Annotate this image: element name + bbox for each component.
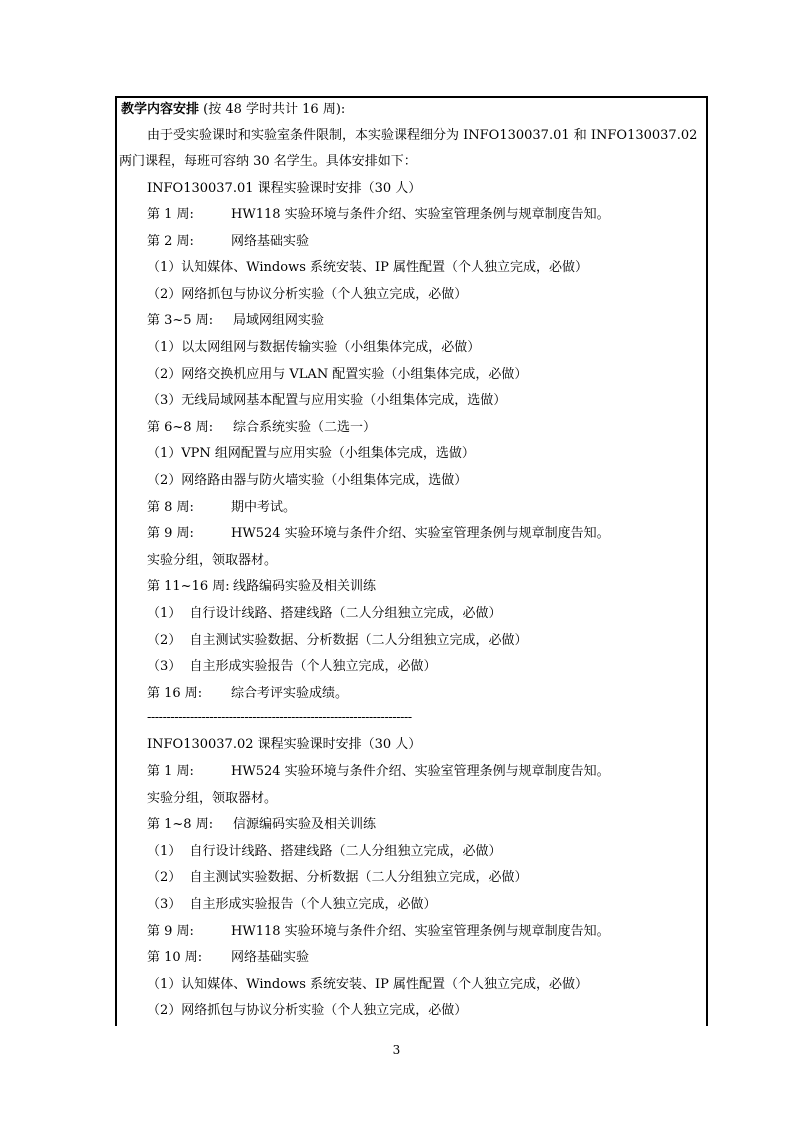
course2-item-text: 网络基础实验 — [231, 950, 310, 966]
section-title — [121, 102, 345, 118]
course1-row — [147, 659, 437, 675]
course1-row — [147, 473, 467, 489]
course1-item-text: HW524 实验环境与条件介绍、实验室管理条例与规章制度告知。 — [231, 526, 610, 542]
course1-row — [147, 313, 324, 329]
course1-heading: INFO130037.01 课程实验课时安排（30 人） — [147, 181, 422, 196]
course1-item-text: 线路编码实验及相关训练 — [233, 579, 377, 595]
course1-item-text: （2）网络交换机应用与 VLAN 配置实验（小组集体完成，必做） — [147, 366, 528, 382]
course2-item-text: （3） 自主形成实验报告（个人独立完成，必做） — [147, 897, 437, 912]
course1-row — [147, 526, 610, 542]
intro-line-1: 由于受实验课时和实验室条件限制，本实验课程细分为 INFO130037.01 和 INFO130037.02 — [147, 128, 698, 143]
course2-week-label: 第 1 周: — [147, 764, 194, 779]
course1-item-text: （1） 自行设计线路、搭建线路（二人分组独立完成，必做） — [147, 606, 502, 621]
course1-item-text: （2）网络路由器与防火墙实验（小组集体完成，选做） — [147, 473, 468, 488]
course2-row — [147, 791, 277, 807]
course1-row — [147, 393, 506, 409]
course2-heading: INFO130037.02 课程实验课时安排（30 人） — [147, 737, 422, 752]
course2-row — [147, 764, 610, 780]
course1-item-text: HW118 实验环境与条件介绍、实验室管理条例与规章制度告知。 — [231, 207, 610, 222]
course2-item-text: 信源编码实验及相关训练 — [233, 817, 377, 833]
course1-row — [147, 207, 610, 223]
page-number: 3 — [392, 1043, 401, 1057]
course2-week-label: 第 10 周: — [147, 950, 203, 966]
course2-item-text: 实验分组，领取器材。 — [147, 790, 278, 806]
section-separator: -------------------------------------------------------------------- — [147, 710, 412, 725]
course1-row — [147, 420, 376, 436]
course1-week-label: 第 2 周: — [147, 233, 194, 249]
course1-row — [147, 446, 475, 462]
course1-item-text: （2）网络抓包与协议分析实验（个人独立完成，必做） — [147, 286, 468, 302]
course1-row — [147, 500, 296, 516]
course1-week-label: 第 9 周: — [147, 526, 194, 542]
course2-row — [147, 870, 528, 886]
course1-item-text: 实验分组，领取器材。 — [147, 552, 278, 568]
course2-item-text: （1）认知媒体、Windows 系统安装、IP 属性配置（个人独立完成，必做） — [147, 976, 589, 992]
course1-week-label: 第 11~16 周: — [147, 579, 230, 595]
course2-week-label: 第 9 周: — [147, 923, 194, 939]
course1-row — [147, 340, 480, 356]
course1-row — [147, 260, 588, 276]
course1-week-label: 第 1 周: — [147, 207, 194, 222]
course1-row — [147, 287, 467, 303]
course1-row — [147, 553, 277, 569]
course2-item-text: （1） 自行设计线路、搭建线路（二人分组独立完成，必做） — [147, 843, 502, 859]
course2-row — [147, 977, 588, 993]
course2-item-text: HW118 实验环境与条件介绍、实验室管理条例与规章制度告知。 — [231, 923, 610, 939]
course2-row — [147, 817, 376, 833]
course1-week-label: 第 16 周: — [147, 685, 203, 701]
course1-item-text: 局域网组网实验 — [233, 313, 325, 329]
course2-item-text: HW524 实验环境与条件介绍、实验室管理条例与规章制度告知。 — [231, 764, 610, 779]
course2-row — [147, 924, 610, 940]
course1-item-text: 网络基础实验 — [231, 233, 310, 249]
course1-row — [147, 234, 309, 250]
course2-row — [147, 950, 309, 966]
course2-item-text: （2） 自主测试实验数据、分析数据（二人分组独立完成，必做） — [147, 870, 528, 886]
course1-item-text: （3）无线局域网基本配置与应用实验（小组集体完成，选做） — [147, 393, 507, 409]
course1-row — [147, 367, 527, 383]
course1-item-text: （1）认知媒体、Windows 系统安装、IP 属性配置（个人独立完成，必做） — [147, 260, 589, 276]
course2-week-label: 第 1~8 周: — [147, 817, 214, 833]
course1-week-label: 第 6~8 周: — [147, 419, 214, 435]
course1-week-label: 第 8 周: — [147, 499, 194, 515]
section-title-bold: 教学内容安排 — [121, 102, 200, 117]
intro-line-2: 两门课程，每班可容纳 30 名学生。具体安排如下： — [119, 154, 417, 169]
course1-row — [147, 633, 528, 649]
course2-row — [147, 1003, 467, 1019]
course1-row — [147, 686, 348, 702]
course2-row — [147, 897, 437, 913]
course2-item-text: （2）网络抓包与协议分析实验（个人独立完成，必做） — [147, 1003, 468, 1019]
course1-item-text: （3） 自主形成实验报告（个人独立完成，必做） — [147, 659, 437, 675]
course1-item-text: 综合考评实验成绩。 — [231, 685, 349, 701]
course1-item-text: 期中考试。 — [231, 499, 297, 515]
course1-item-text: （2） 自主测试实验数据、分析数据（二人分组独立完成，必做） — [147, 632, 528, 648]
course2-row — [147, 844, 502, 860]
course1-item-text: （1）VPN 组网配置与应用实验（小组集体完成，选做） — [147, 446, 475, 462]
course1-item-text: （1）以太网组网与数据传输实验（小组集体完成，必做） — [147, 340, 481, 355]
section-title-note: (按 48 学时共计 16 周): — [199, 102, 346, 117]
course1-week-label: 第 3~5 周: — [147, 313, 214, 329]
course1-item-text: 综合系统实验（二选一） — [233, 419, 377, 435]
course1-row — [147, 579, 376, 595]
course1-row — [147, 606, 502, 622]
